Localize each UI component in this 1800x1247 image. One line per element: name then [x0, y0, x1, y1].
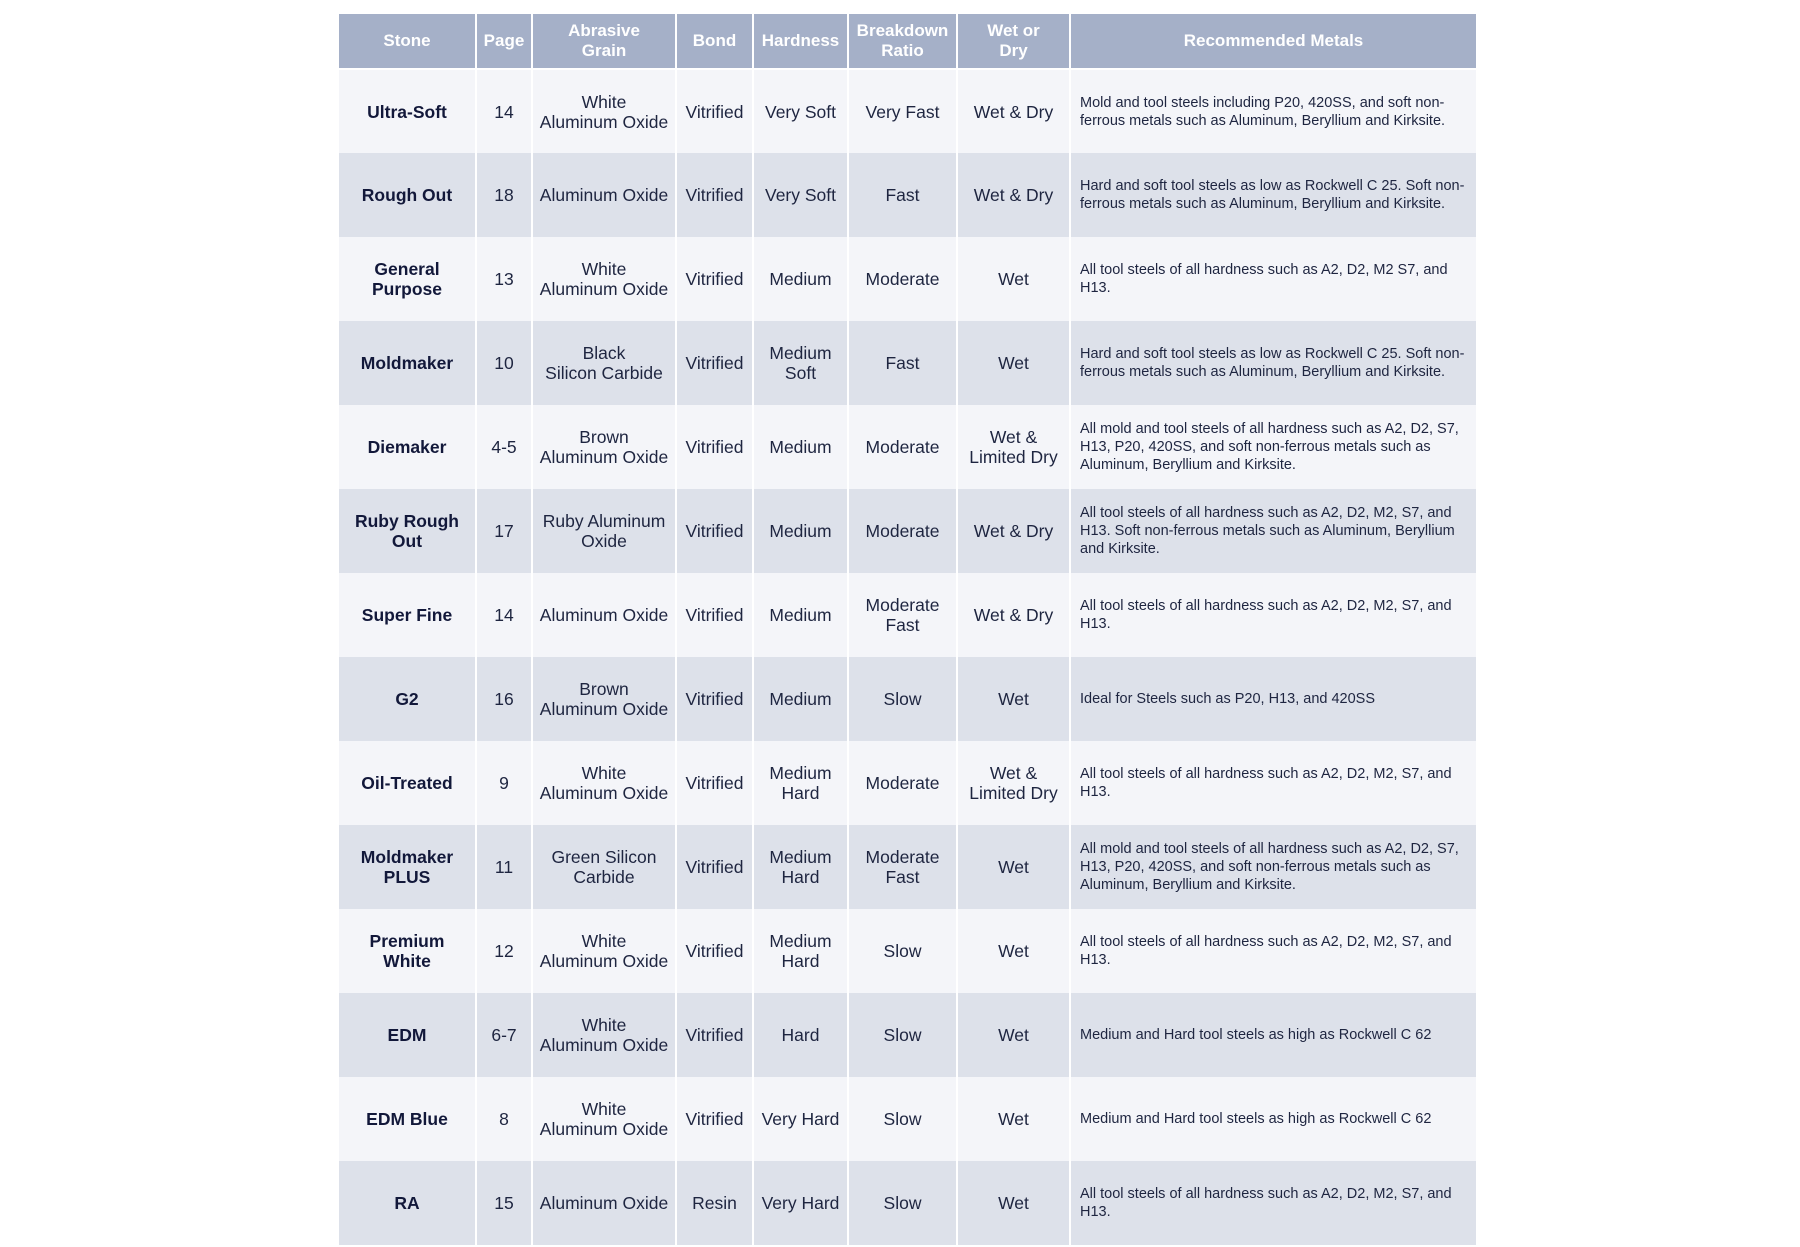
cell-wet-or-dry: Wet & Limited Dry	[957, 741, 1070, 825]
cell-page: 18	[476, 153, 532, 237]
table-row	[339, 237, 1476, 321]
cell-recommended-metals: Hard and soft tool steels as low as Rockwell C 25. Soft non-ferrous metals such as Aluminum, Beryllium and Kirksite.	[1070, 321, 1476, 405]
cell-bond: Vitrified	[676, 741, 753, 825]
cell-hardness: Medium Hard	[753, 825, 848, 909]
cell-stone: Moldmaker PLUS	[339, 825, 476, 909]
cell-abrasive-grain: Black Silicon Carbide	[532, 321, 676, 405]
cell-bond: Vitrified	[676, 153, 753, 237]
cell-breakdown-ratio: Fast	[848, 153, 957, 237]
cell-stone: EDM	[339, 993, 476, 1077]
cell-wet-or-dry: Wet	[957, 1077, 1070, 1161]
cell-stone: Premium White	[339, 909, 476, 993]
cell-breakdown-ratio: Moderate	[848, 405, 957, 489]
cell-bond: Vitrified	[676, 405, 753, 489]
cell-recommended-metals: All tool steels of all hardness such as A2, D2, M2 S7, and H13.	[1070, 237, 1476, 321]
table-body	[339, 69, 1476, 1245]
cell-stone: Oil-Treated	[339, 741, 476, 825]
cell-bond: Vitrified	[676, 489, 753, 573]
cell-breakdown-ratio: Fast	[848, 321, 957, 405]
cell-page: 15	[476, 1161, 532, 1245]
table-row	[339, 69, 1476, 153]
table-row	[339, 573, 1476, 657]
cell-wet-or-dry: Wet	[957, 993, 1070, 1077]
cell-breakdown-ratio: Slow	[848, 1161, 957, 1245]
cell-wet-or-dry: Wet	[957, 1161, 1070, 1245]
table-row	[339, 153, 1476, 237]
cell-page: 11	[476, 825, 532, 909]
table-row	[339, 825, 1476, 909]
cell-recommended-metals: All mold and tool steels of all hardness such as A2, D2, S7, H13, P20, 420SS, and soft non-ferrous metals such as Aluminum, Beryllium and Kirksite.	[1070, 405, 1476, 489]
header-breakdown-ratio: Breakdown Ratio	[848, 14, 957, 69]
cell-breakdown-ratio: Slow	[848, 909, 957, 993]
cell-hardness: Medium	[753, 489, 848, 573]
cell-bond: Vitrified	[676, 993, 753, 1077]
cell-recommended-metals: Medium and Hard tool steels as high as Rockwell C 62	[1070, 993, 1476, 1077]
header-page: Page	[476, 14, 532, 69]
cell-hardness: Very Soft	[753, 153, 848, 237]
cell-wet-or-dry: Wet & Dry	[957, 69, 1070, 153]
cell-wet-or-dry: Wet	[957, 237, 1070, 321]
table-row	[339, 405, 1476, 489]
cell-breakdown-ratio: Slow	[848, 993, 957, 1077]
cell-breakdown-ratio: Very Fast	[848, 69, 957, 153]
cell-page: 14	[476, 573, 532, 657]
cell-bond: Resin	[676, 1161, 753, 1245]
cell-recommended-metals: Mold and tool steels including P20, 420SS, and soft non-ferrous metals such as Aluminum, Beryllium and Kirksite.	[1070, 69, 1476, 153]
cell-stone: Moldmaker	[339, 321, 476, 405]
cell-hardness: Hard	[753, 993, 848, 1077]
cell-abrasive-grain: Aluminum Oxide	[532, 153, 676, 237]
cell-bond: Vitrified	[676, 657, 753, 741]
cell-wet-or-dry: Wet & Dry	[957, 489, 1070, 573]
cell-bond: Vitrified	[676, 321, 753, 405]
cell-breakdown-ratio: Moderate	[848, 741, 957, 825]
cell-stone: EDM Blue	[339, 1077, 476, 1161]
cell-abrasive-grain: Ruby Aluminum Oxide	[532, 489, 676, 573]
cell-hardness: Medium	[753, 573, 848, 657]
cell-hardness: Medium	[753, 237, 848, 321]
cell-page: 16	[476, 657, 532, 741]
header-wet-or-dry: Wet or Dry	[957, 14, 1070, 69]
cell-recommended-metals: All mold and tool steels of all hardness such as A2, D2, S7, H13, P20, 420SS, and soft non-ferrous metals such as Aluminum, Beryllium and Kirksite.	[1070, 825, 1476, 909]
cell-wet-or-dry: Wet	[957, 657, 1070, 741]
cell-breakdown-ratio: Moderate Fast	[848, 573, 957, 657]
cell-recommended-metals: Medium and Hard tool steels as high as Rockwell C 62	[1070, 1077, 1476, 1161]
cell-wet-or-dry: Wet	[957, 909, 1070, 993]
cell-abrasive-grain: White Aluminum Oxide	[532, 237, 676, 321]
header-stone: Stone	[339, 14, 476, 69]
cell-stone: Diemaker	[339, 405, 476, 489]
cell-page: 13	[476, 237, 532, 321]
cell-recommended-metals: All tool steels of all hardness such as A2, D2, M2, S7, and H13.	[1070, 741, 1476, 825]
cell-breakdown-ratio: Moderate	[848, 237, 957, 321]
cell-abrasive-grain: Green Silicon Carbide	[532, 825, 676, 909]
cell-abrasive-grain: Aluminum Oxide	[532, 1161, 676, 1245]
cell-bond: Vitrified	[676, 573, 753, 657]
cell-page: 8	[476, 1077, 532, 1161]
cell-recommended-metals: All tool steels of all hardness such as A2, D2, M2, S7, and H13. Soft non-ferrous metals such as Aluminum, Beryllium and Kirksite.	[1070, 489, 1476, 573]
cell-wet-or-dry: Wet	[957, 825, 1070, 909]
cell-hardness: Very Hard	[753, 1161, 848, 1245]
table-row	[339, 657, 1476, 741]
cell-page: 6-7	[476, 993, 532, 1077]
cell-hardness: Medium Hard	[753, 741, 848, 825]
cell-page: 4-5	[476, 405, 532, 489]
cell-page: 10	[476, 321, 532, 405]
cell-abrasive-grain: White Aluminum Oxide	[532, 993, 676, 1077]
cell-breakdown-ratio: Slow	[848, 657, 957, 741]
cell-stone: Ultra-Soft	[339, 69, 476, 153]
table-row	[339, 1161, 1476, 1245]
cell-wet-or-dry: Wet & Dry	[957, 153, 1070, 237]
table-row	[339, 741, 1476, 825]
cell-recommended-metals: All tool steels of all hardness such as A2, D2, M2, S7, and H13.	[1070, 909, 1476, 993]
header-abrasive-grain: Abrasive Grain	[532, 14, 676, 69]
cell-stone: Super Fine	[339, 573, 476, 657]
cell-hardness: Very Soft	[753, 69, 848, 153]
cell-stone: RA	[339, 1161, 476, 1245]
cell-breakdown-ratio: Moderate	[848, 489, 957, 573]
cell-abrasive-grain: Aluminum Oxide	[532, 573, 676, 657]
cell-recommended-metals: All tool steels of all hardness such as A2, D2, M2, S7, and H13.	[1070, 573, 1476, 657]
cell-bond: Vitrified	[676, 69, 753, 153]
cell-abrasive-grain: White Aluminum Oxide	[532, 69, 676, 153]
cell-bond: Vitrified	[676, 825, 753, 909]
cell-bond: Vitrified	[676, 909, 753, 993]
cell-stone: Rough Out	[339, 153, 476, 237]
cell-recommended-metals: Hard and soft tool steels as low as Rockwell C 25. Soft non-ferrous metals such as Aluminum, Beryllium and Kirksite.	[1070, 153, 1476, 237]
cell-hardness: Medium Hard	[753, 909, 848, 993]
header-row	[339, 14, 1476, 69]
header-recommended-metals: Recommended Metals	[1070, 14, 1476, 69]
cell-page: 17	[476, 489, 532, 573]
table-row	[339, 993, 1476, 1077]
cell-wet-or-dry: Wet & Dry	[957, 573, 1070, 657]
cell-recommended-metals: All tool steels of all hardness such as A2, D2, M2, S7, and H13.	[1070, 1161, 1476, 1245]
cell-hardness: Medium	[753, 657, 848, 741]
cell-stone: G2	[339, 657, 476, 741]
cell-abrasive-grain: Brown Aluminum Oxide	[532, 405, 676, 489]
cell-abrasive-grain: White Aluminum Oxide	[532, 909, 676, 993]
cell-abrasive-grain: White Aluminum Oxide	[532, 1077, 676, 1161]
cell-stone: General Purpose	[339, 237, 476, 321]
table-row	[339, 321, 1476, 405]
cell-breakdown-ratio: Slow	[848, 1077, 957, 1161]
stone-comparison-table	[339, 14, 1476, 1245]
cell-hardness: Very Hard	[753, 1077, 848, 1161]
cell-wet-or-dry: Wet	[957, 321, 1070, 405]
cell-bond: Vitrified	[676, 237, 753, 321]
cell-bond: Vitrified	[676, 1077, 753, 1161]
cell-page: 12	[476, 909, 532, 993]
cell-hardness: Medium	[753, 405, 848, 489]
table-row	[339, 489, 1476, 573]
cell-abrasive-grain: Brown Aluminum Oxide	[532, 657, 676, 741]
cell-hardness: Medium Soft	[753, 321, 848, 405]
table-row	[339, 909, 1476, 993]
cell-recommended-metals: Ideal for Steels such as P20, H13, and 420SS	[1070, 657, 1476, 741]
cell-stone: Ruby Rough Out	[339, 489, 476, 573]
cell-page: 14	[476, 69, 532, 153]
cell-breakdown-ratio: Moderate Fast	[848, 825, 957, 909]
header-hardness: Hardness	[753, 14, 848, 69]
header-bond: Bond	[676, 14, 753, 69]
cell-page: 9	[476, 741, 532, 825]
cell-abrasive-grain: White Aluminum Oxide	[532, 741, 676, 825]
cell-wet-or-dry: Wet & Limited Dry	[957, 405, 1070, 489]
table-row	[339, 1077, 1476, 1161]
